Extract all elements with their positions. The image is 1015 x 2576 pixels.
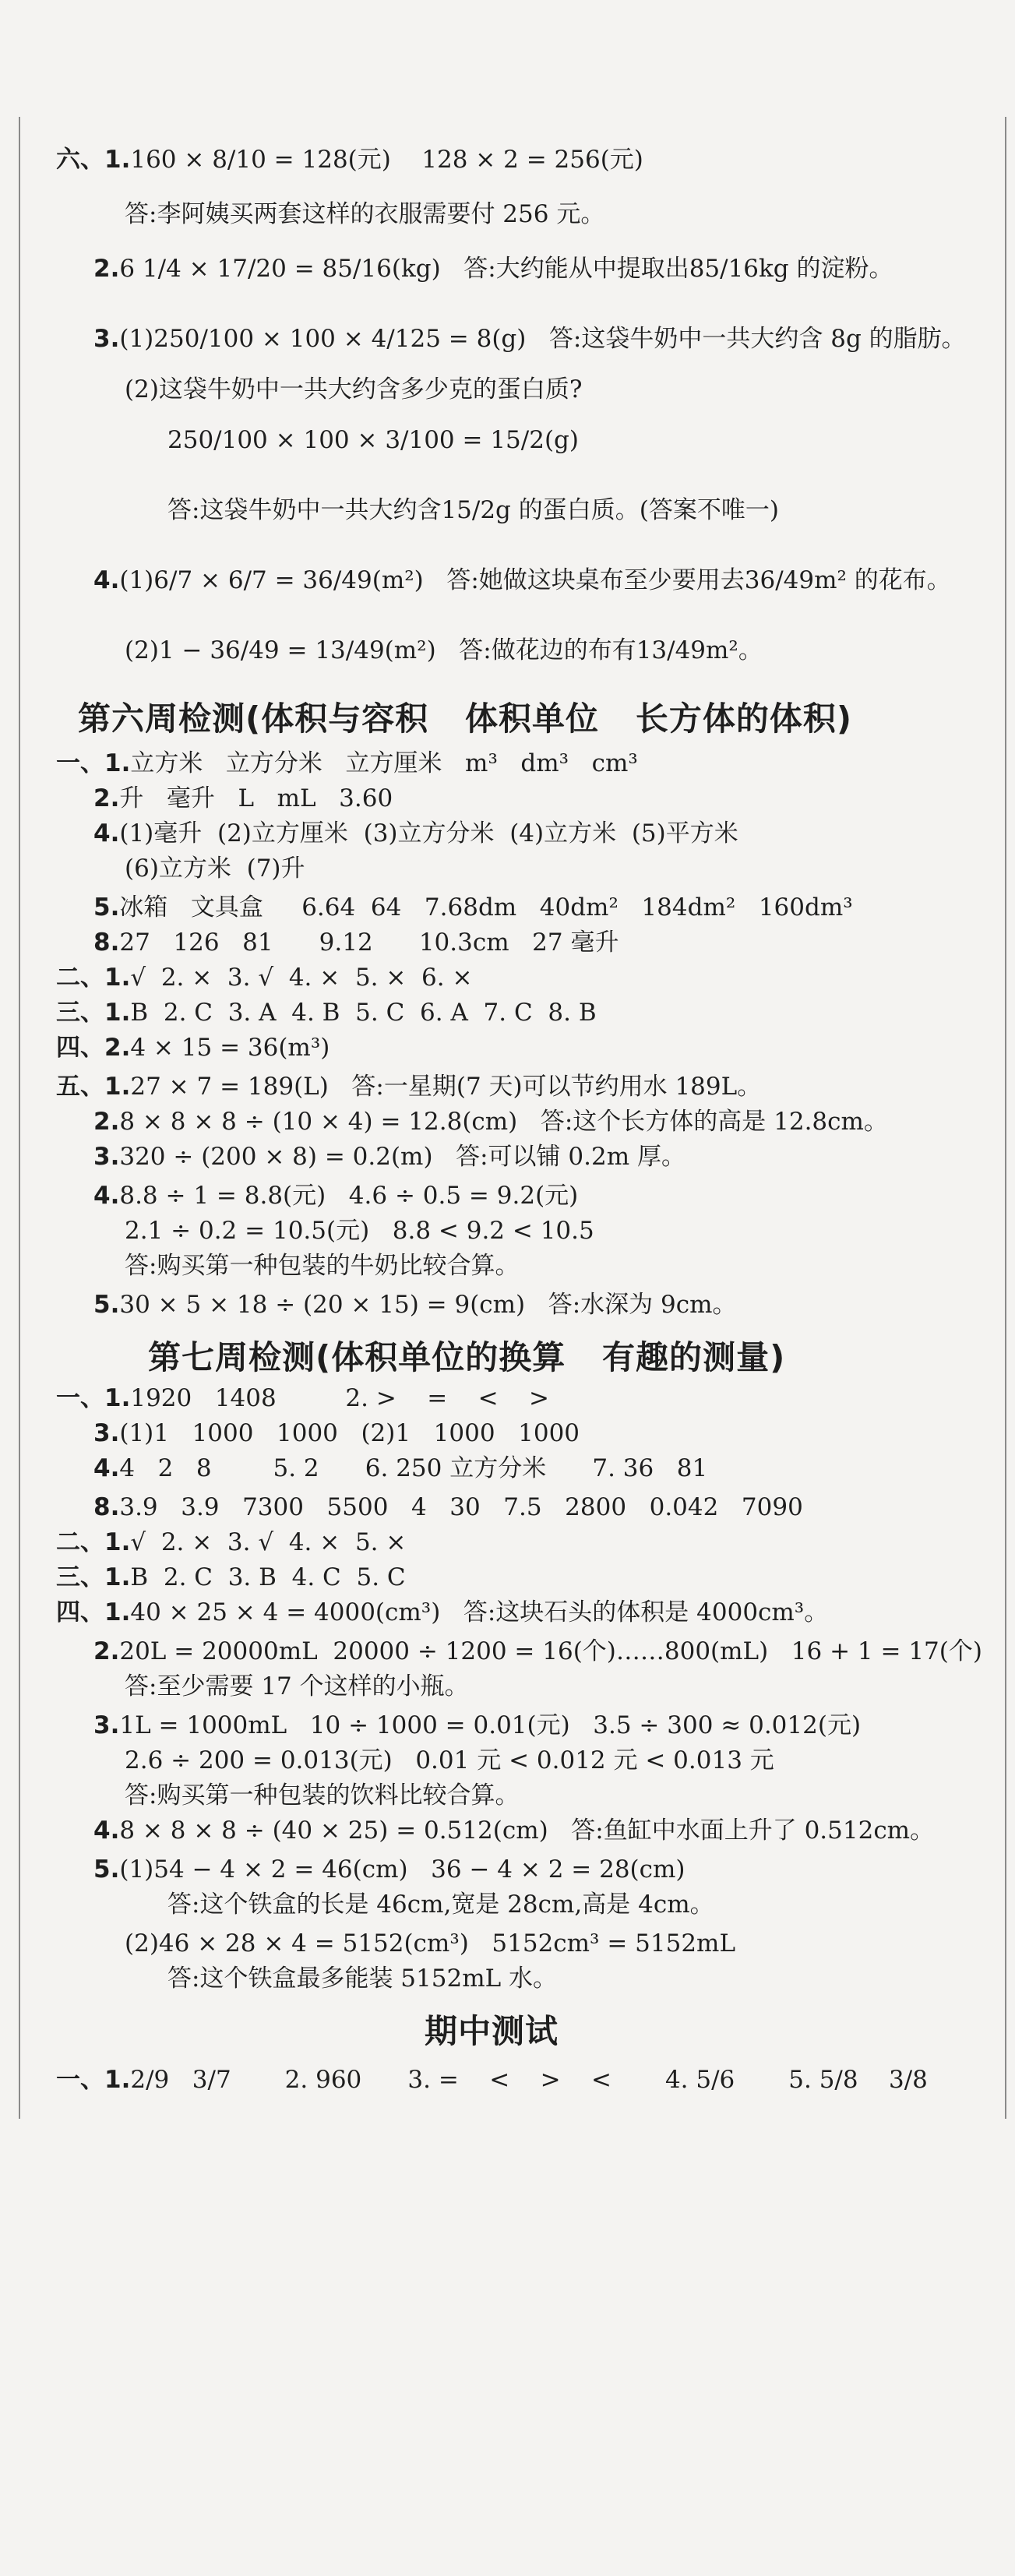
answer-line: (6)立方米 (7)升	[125, 855, 305, 883]
answer-line: 3.320 ÷ (200 × 8) = 0.2(m) 答:可以铺 0.2m 厚。	[93, 1143, 685, 1171]
section-title: 第六周检测(体积与容积 体积单位 长方体的体积)	[78, 700, 853, 738]
answer-line: 二、1.√ 2. × 3. √ 4. × 5. × 6. ×	[56, 964, 473, 992]
answer-line: 答:这个铁盒最多能装 5152mL 水。	[167, 1965, 558, 1993]
answer-line: 2.6 1/4 × 17/20 = 85/16(kg) 答:大约能从中提取出85/16kg 的淀粉。	[93, 255, 893, 283]
answer-line: 2.6 ÷ 200 = 0.013(元) 0.01 元 < 0.012 元 < 0.013 元	[125, 1746, 774, 1774]
answer-line: 2.8 × 8 × 8 ÷ (10 × 4) = 12.8(cm) 答:这个长方体的高是 12.8cm。	[93, 1108, 888, 1136]
answer-line: (2)1 − 36/49 = 13/49(m²) 答:做花边的布有13/49m²。	[125, 636, 763, 664]
answer-line: 一、1.2/9 3/7 2. 960 3. = < > < 4. 5/6 5. 5/8 3/8	[56, 2066, 928, 2094]
answer-line: 4.8.8 ÷ 1 = 8.8(元) 4.6 ÷ 0.5 = 9.2(元)	[93, 1182, 579, 1210]
answer-line: 4.(1)6/7 × 6/7 = 36/49(m²) 答:她做这块桌布至少要用去36/49m² 的花布。	[93, 566, 951, 594]
answer-line: 2.1 ÷ 0.2 = 10.5(元) 8.8 < 9.2 < 10.5	[125, 1217, 594, 1245]
answer-line: 5.30 × 5 × 18 ÷ (20 × 15) = 9(cm) 答:水深为 9cm。	[93, 1291, 737, 1319]
answer-line: 四、2.4 × 15 = 36(m³)	[56, 1034, 330, 1062]
answer-line: 2.20L = 20000mL 20000 ÷ 1200 = 16(个)……800(mL) 16 + 1 = 17(个)	[93, 1637, 982, 1665]
answer-line: 4.4 2 8 5. 2 6. 250 立方分米 7. 36 81	[93, 1454, 708, 1482]
answer-line: 答:这袋牛奶中一共大约含15/2g 的蛋白质。(答案不唯一)	[167, 496, 779, 524]
answer-line: 三、1.B 2. C 3. A 4. B 5. C 6. A 7. C 8. B	[56, 999, 597, 1027]
answer-line: 三、1.B 2. C 3. B 4. C 5. C	[56, 1563, 406, 1591]
answer-line: 答:李阿姨买两套这样的衣服需要付 256 元。	[125, 200, 605, 228]
answer-line: 3.1L = 1000mL 10 ÷ 1000 = 0.01(元) 3.5 ÷ 300 ≈ 0.012(元)	[93, 1711, 862, 1739]
answer-line: 8.3.9 3.9 7300 5500 4 30 7.5 2800 0.042 7090	[93, 1493, 803, 1521]
answer-line: 3.(1)250/100 × 100 × 4/125 = 8(g) 答:这袋牛奶中一共大约含 8g 的脂肪。	[93, 325, 966, 353]
answer-line: 5.冰箱 文具盒 6.64 64 7.68dm 40dm² 184dm² 160dm³	[93, 893, 853, 922]
answer-line: 一、1.立方米 立方分米 立方厘米 m³ dm³ cm³	[56, 749, 638, 777]
section-title: 第七周检测(体积单位的换算 有趣的测量)	[148, 1338, 786, 1376]
answer-line: 五、1.27 × 7 = 189(L) 答:一星期(7 天)可以节约用水 189L。	[56, 1073, 762, 1101]
answer-line: 答:购买第一种包装的饮料比较合算。	[125, 1781, 520, 1810]
answer-line: 答:购买第一种包装的牛奶比较合算。	[125, 1252, 520, 1280]
answer-line: 四、1.40 × 25 × 4 = 4000(cm³) 答:这块石头的体积是 4000cm³。	[56, 1598, 829, 1626]
answer-line: 8.27 126 81 9.12 10.3cm 27 毫升	[93, 929, 619, 957]
answer-line: 4.8 × 8 × 8 ÷ (40 × 25) = 0.512(cm) 答:鱼缸中水面上升了 0.512cm。	[93, 1817, 935, 1845]
answer-line: (2)这袋牛奶中一共大约含多少克的蛋白质?	[125, 375, 583, 403]
answer-line: (2)46 × 28 × 4 = 5152(cm³) 5152cm³ = 5152mL	[125, 1929, 736, 1958]
right-margin-rule	[1005, 117, 1006, 2119]
answer-line: 2.升 毫升 L mL 3.60	[93, 784, 393, 812]
answer-line: 六、1.160 × 8/10 = 128(元) 128 × 2 = 256(元)	[56, 146, 643, 174]
answer-line: 3.(1)1 1000 1000 (2)1 1000 1000	[93, 1419, 580, 1447]
answer-line: 4.(1)毫升 (2)立方厘米 (3)立方分米 (4)立方米 (5)平方米	[93, 819, 738, 848]
answer-line: 一、1.1920 1408 2. > = < >	[56, 1384, 549, 1412]
answer-line: 二、1.√ 2. × 3. √ 4. × 5. ×	[56, 1528, 407, 1556]
answer-line: 答:这个铁盒的长是 46cm,宽是 28cm,高是 4cm。	[167, 1891, 714, 1919]
answer-line: 5.(1)54 − 4 × 2 = 46(cm) 36 − 4 × 2 = 28(cm)	[93, 1855, 685, 1884]
left-margin-rule	[19, 117, 20, 2119]
section-title: 期中测试	[425, 2012, 559, 2050]
answer-line: 250/100 × 100 × 3/100 = 15/2(g)	[167, 426, 579, 454]
answer-line: 答:至少需要 17 个这样的小瓶。	[125, 1672, 469, 1700]
